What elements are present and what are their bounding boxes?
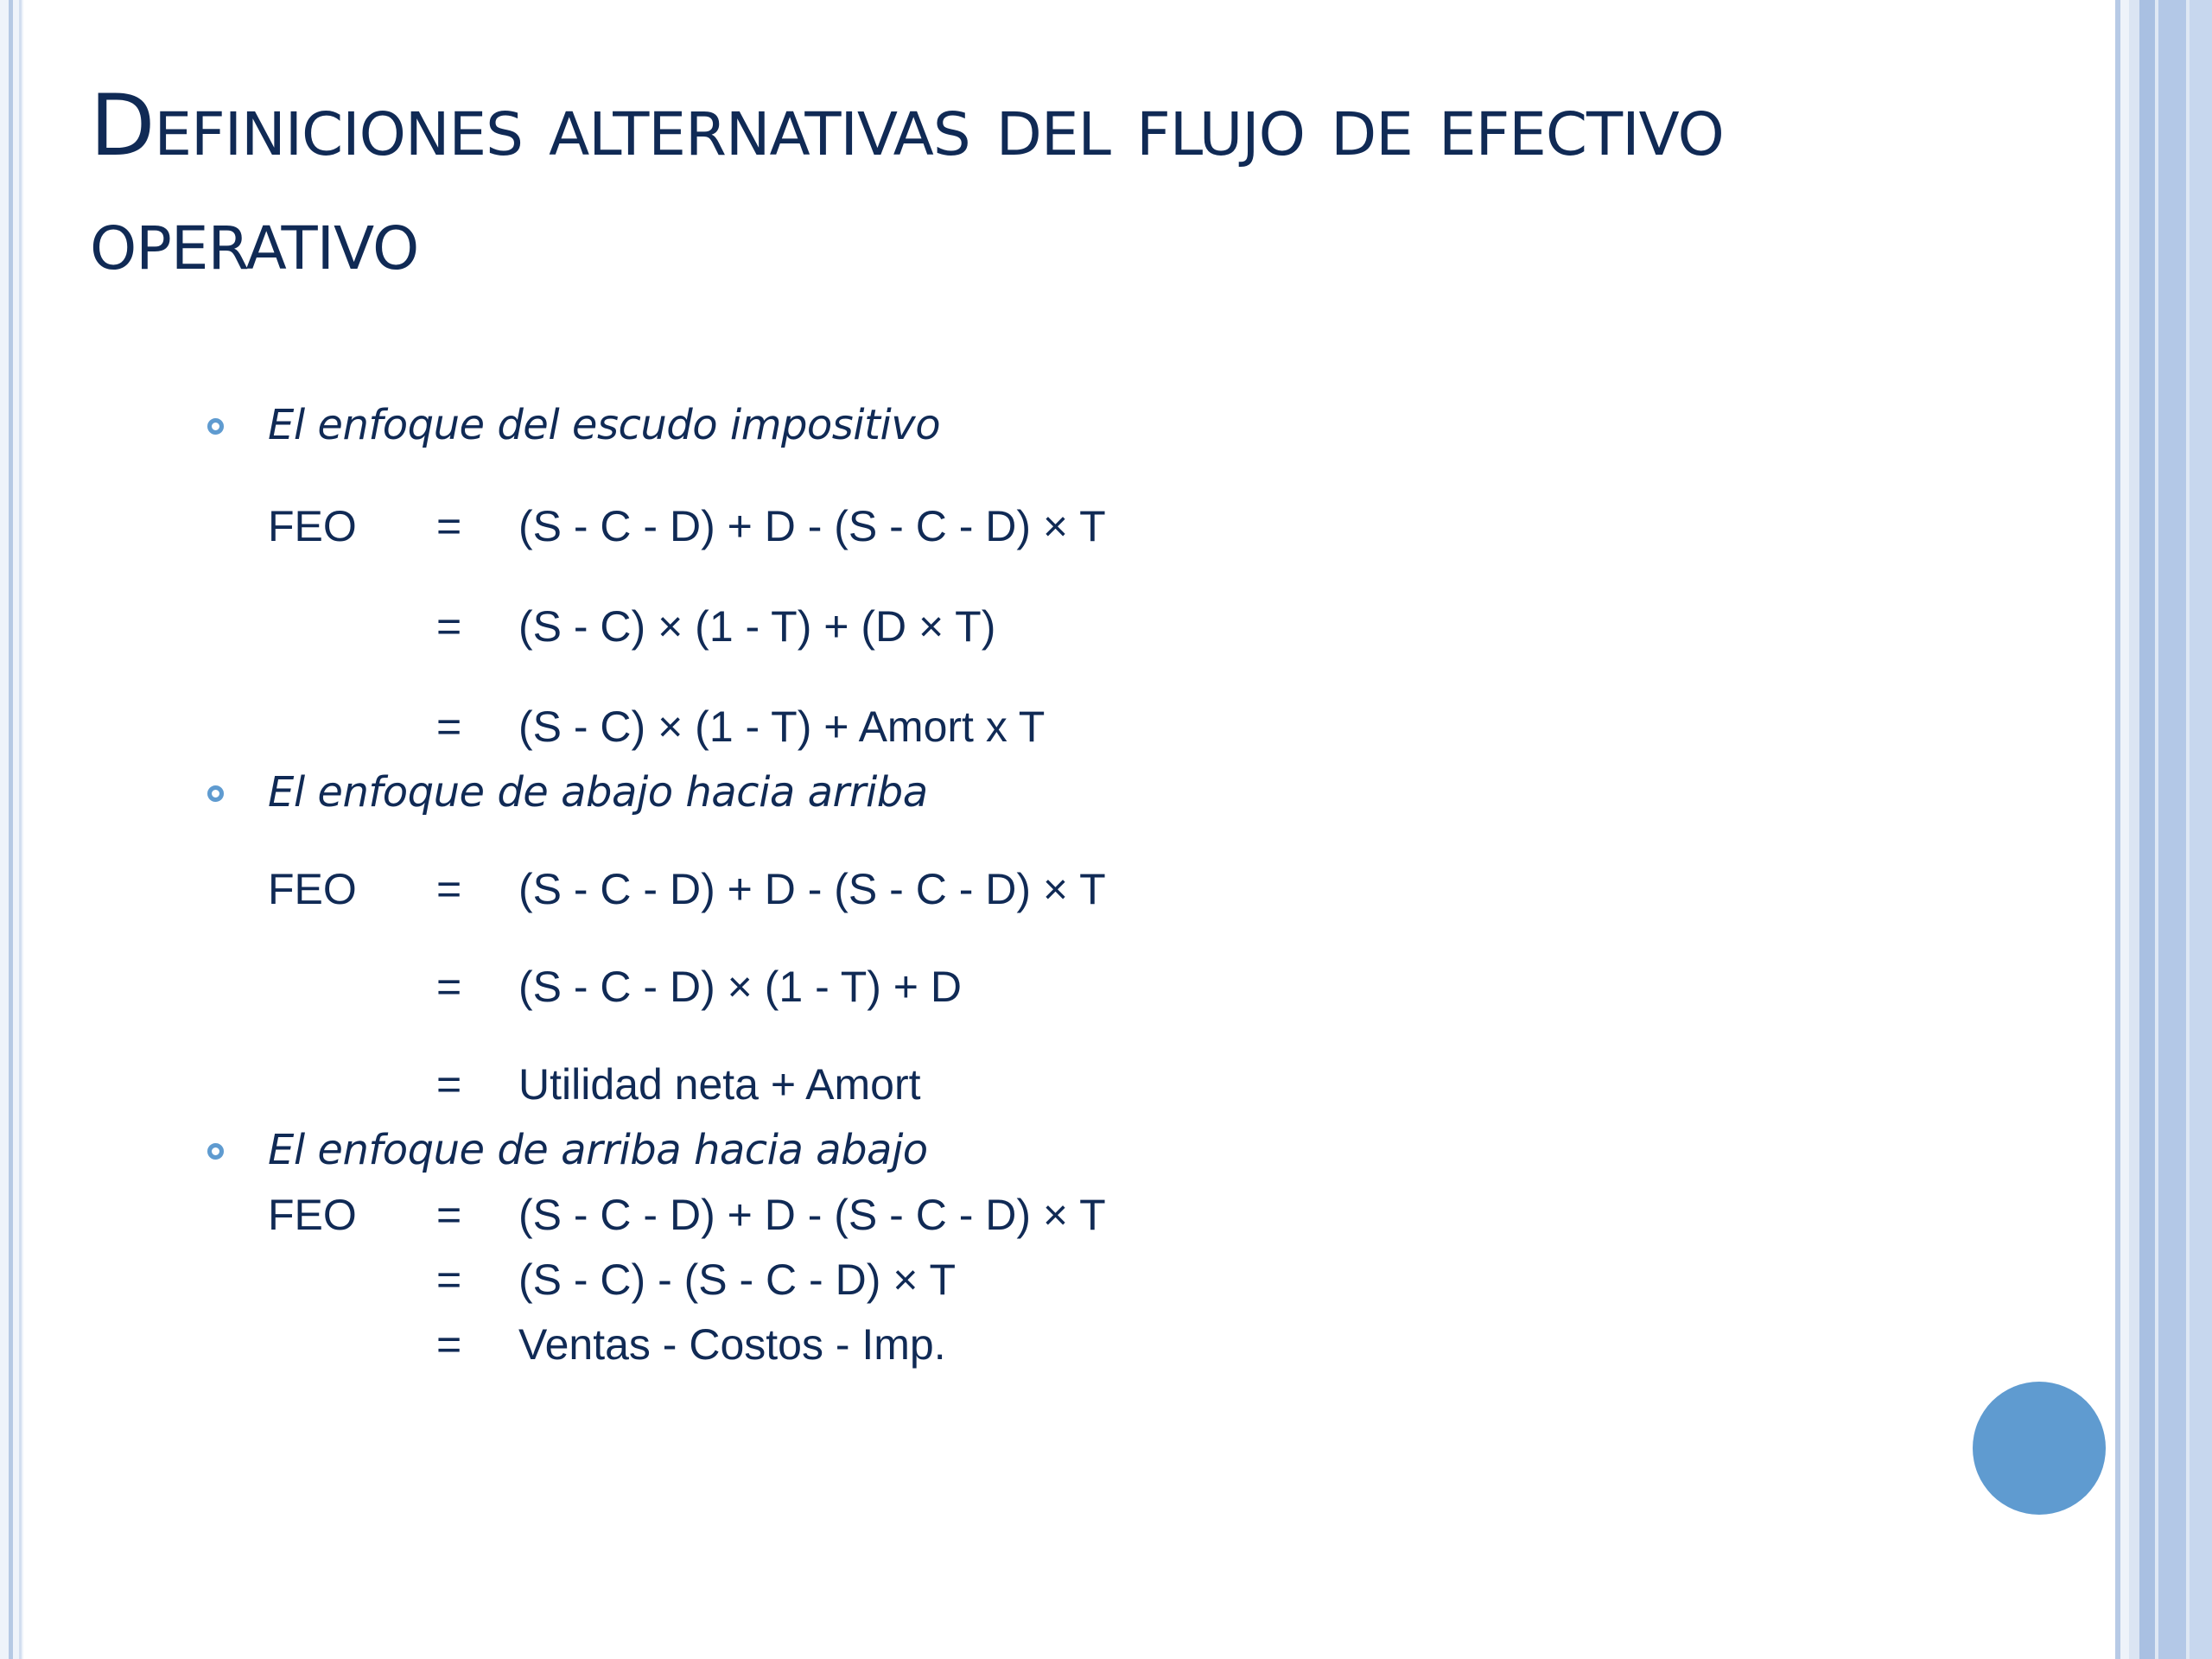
equation-expression: Utilidad neta + Amort	[518, 1060, 921, 1109]
bullet-circle-icon	[207, 418, 224, 435]
decorative-circle	[1973, 1382, 2106, 1515]
left-border-line	[19, 0, 22, 1659]
right-border-stripe	[2190, 0, 2212, 1659]
equation-expression: (S - C) × (1 - T) + Amort x T	[518, 702, 1046, 751]
equation-expression: (S - C) × (1 - T) + (D × T)	[518, 602, 996, 651]
right-border-stripe	[2129, 0, 2139, 1659]
equation-expression: Ventas - Costos - Imp.	[518, 1320, 946, 1369]
equation-label: FEO	[268, 1191, 357, 1239]
right-border-stripe	[2139, 0, 2155, 1659]
section-heading: El enfoque del escudo impositivo	[268, 401, 941, 449]
equation-expression: (S - C - D) + D - (S - C - D) × T	[518, 1191, 1106, 1239]
equation-expression: (S - C - D) × (1 - T) + D	[518, 963, 962, 1011]
equation-expression: (S - C - D) + D - (S - C - D) × T	[518, 865, 1106, 913]
equation-expression: (S - C) - (S - C - D) × T	[518, 1255, 956, 1304]
equation-expression: (S - C - D) + D - (S - C - D) × T	[518, 502, 1106, 550]
section-heading: El enfoque de arriba hacia abajo	[268, 1126, 928, 1174]
left-border-line	[9, 0, 13, 1659]
section-heading: El enfoque de abajo hacia arriba	[268, 768, 928, 817]
bullet-circle-icon	[207, 785, 224, 802]
right-border-stripe	[2120, 0, 2129, 1659]
equals-sign: =	[436, 502, 462, 550]
equals-sign: =	[436, 702, 462, 751]
equals-sign: =	[436, 1191, 462, 1239]
equals-sign: =	[436, 1320, 462, 1369]
equals-sign: =	[436, 865, 462, 913]
equals-sign: =	[436, 602, 462, 651]
equals-sign: =	[436, 1060, 462, 1109]
equation-label: FEO	[268, 502, 357, 550]
equals-sign: =	[436, 963, 462, 1011]
right-border-stripe	[2158, 0, 2186, 1659]
bullet-circle-icon	[207, 1143, 224, 1160]
equation-label: FEO	[268, 865, 357, 913]
equals-sign: =	[436, 1255, 462, 1304]
slide-title: Definiciones alternativas del flujo de efectivo operativo	[90, 77, 1724, 289]
